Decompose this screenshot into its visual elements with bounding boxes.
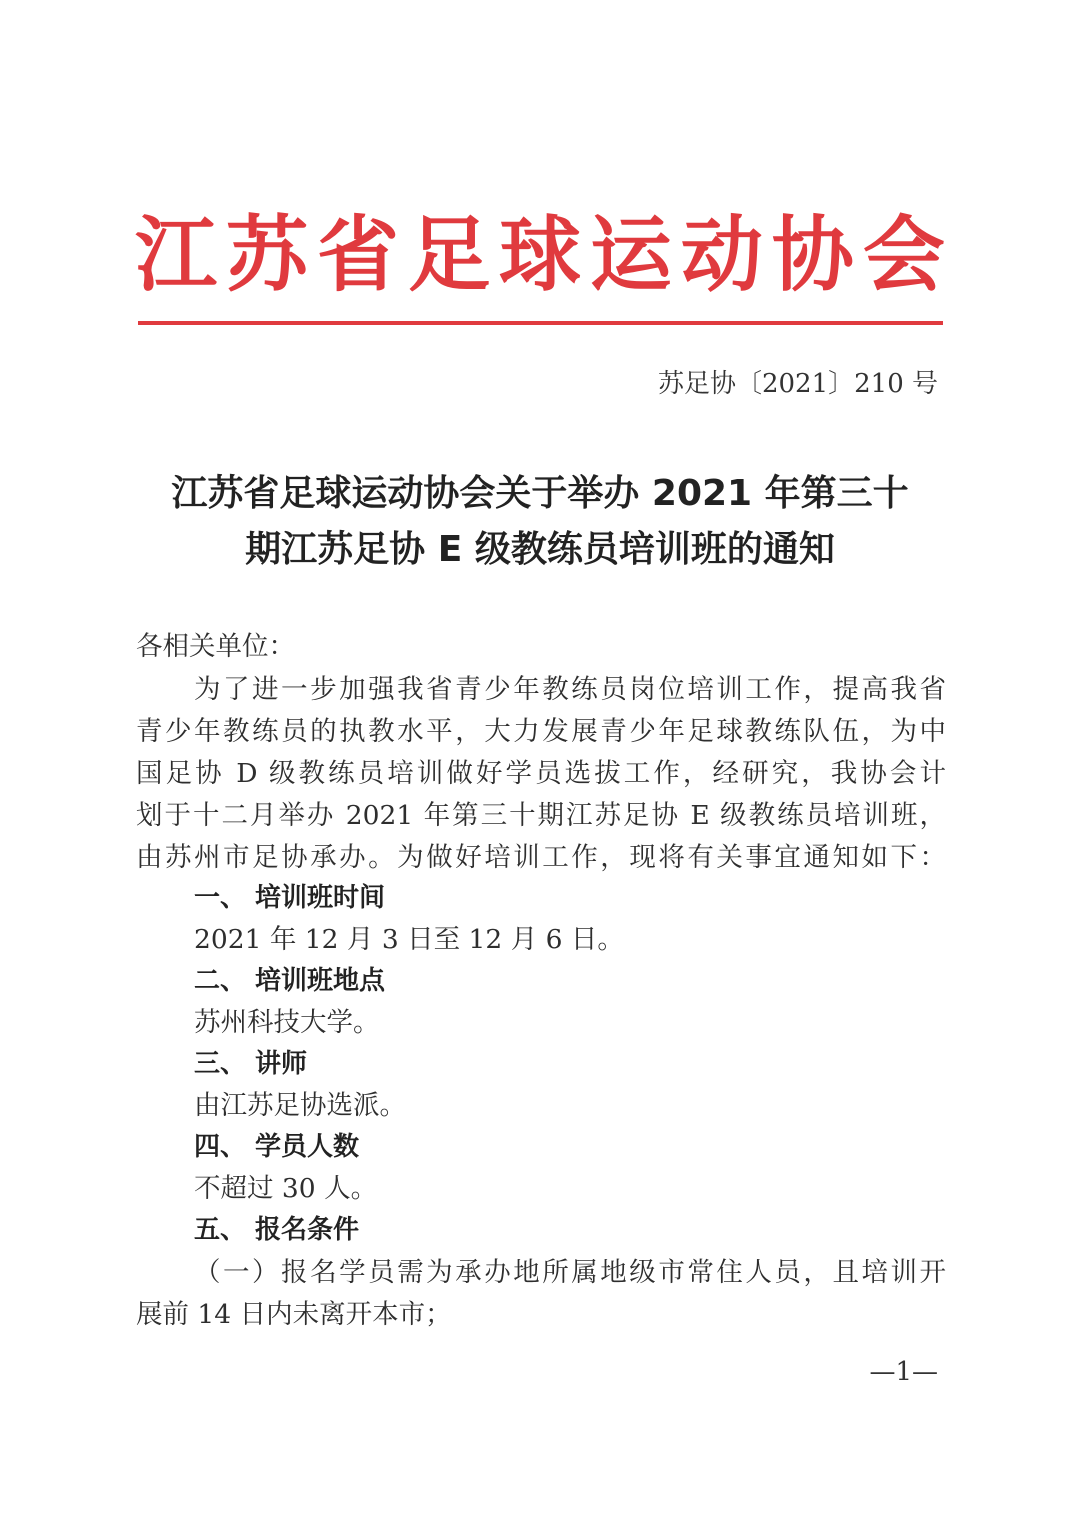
masthead-char: 苏	[225, 207, 308, 303]
masthead-char: 协	[771, 207, 854, 303]
red-divider-line	[138, 321, 943, 325]
masthead-char: 球	[498, 207, 581, 303]
masthead-char: 动	[680, 207, 763, 303]
section-heading-instructor: 三、 讲师	[194, 1049, 308, 1079]
section-content-time: 2021 年 12 月 3 日至 12 月 6 日。	[194, 924, 624, 955]
section-heading-requirements: 五、 报名条件	[194, 1215, 360, 1245]
intro-line-3: 国足协 D 级教练员培训做好学员选拔工作，经研究，我协会计	[136, 758, 946, 789]
page-number: —1—	[869, 1357, 938, 1387]
masthead-char: 江	[135, 207, 218, 303]
section-content-instructor: 由江苏足协选派。	[194, 1090, 406, 1121]
masthead-org-name	[135, 205, 945, 305]
intro-line-5: 由苏州市足协承办。为做好培训工作，现将有关事宜通知如下：	[136, 842, 946, 873]
section-content-trainee-count: 不超过 30 人。	[194, 1173, 378, 1204]
section-heading-location: 二、 培训班地点	[194, 966, 386, 996]
document-number: 苏足协〔2021〕210 号	[657, 369, 938, 399]
section-heading-time: 一、 培训班时间	[194, 883, 386, 913]
section-heading-trainee-count: 四、 学员人数	[194, 1132, 360, 1162]
document-title	[120, 466, 960, 578]
intro-line-2: 青少年教练员的执教水平，大力发展青少年足球教练队伍，为中	[136, 716, 946, 747]
title-line-2: 期江苏足协 E 级教练员培训班的通知	[245, 529, 835, 570]
requirement-1-line-2: 展前 14 日内未离开本市；	[136, 1299, 452, 1330]
requirement-1-line-1: （一）报名学员需为承办地所属地级市常住人员，且培训开	[194, 1257, 946, 1288]
intro-line-4: 划于十二月举办 2021 年第三十期江苏足协 E 级教练员培训班，	[136, 800, 946, 831]
intro-line-1: 为了进一步加强我省青少年教练员岗位培训工作，提高我省	[194, 674, 946, 705]
section-content-location: 苏州科技大学。	[194, 1007, 380, 1038]
masthead-char: 足	[407, 207, 490, 303]
masthead-char: 会	[862, 207, 945, 303]
masthead-char: 省	[316, 207, 399, 303]
masthead-char: 运	[589, 207, 672, 303]
title-line-1: 江苏省足球运动协会关于举办 2021 年第三十	[171, 473, 909, 514]
salutation: 各相关单位：	[136, 631, 295, 662]
